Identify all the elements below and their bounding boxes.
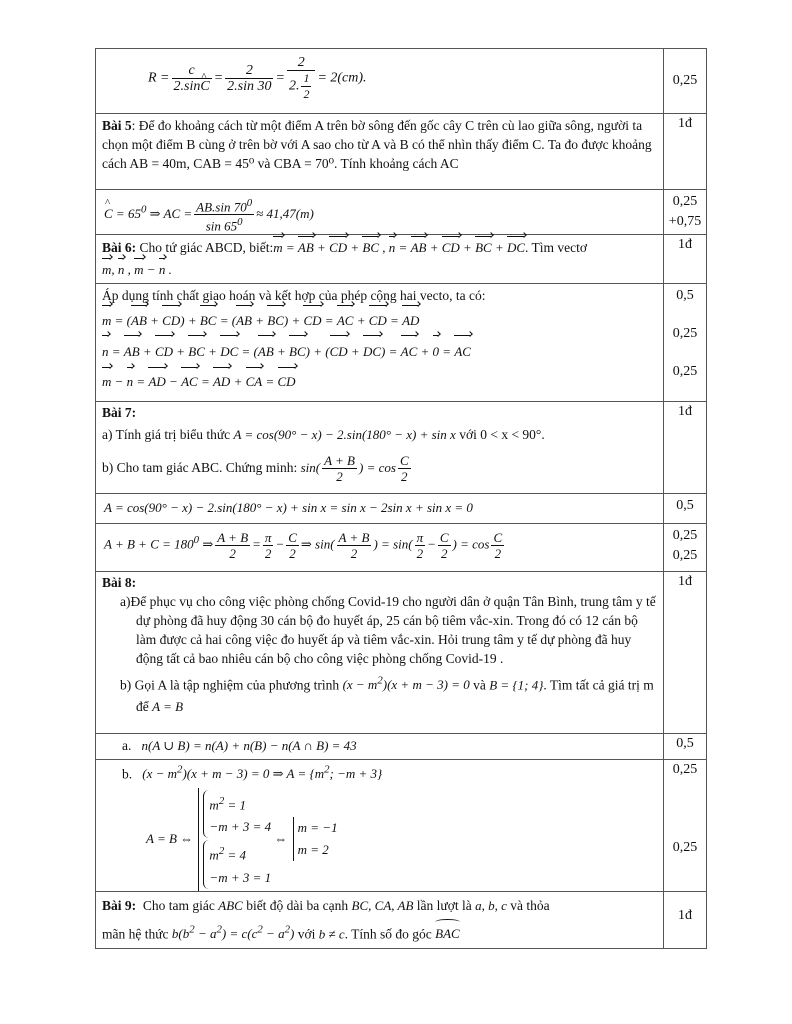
row-bai8a bbox=[96, 733, 707, 759]
row-bai7-solution2 bbox=[96, 523, 707, 571]
bai9-title: Bài 9: bbox=[102, 897, 137, 913]
score-bai7-solution1: 0,5 bbox=[664, 493, 707, 523]
row-bai7-solution1 bbox=[96, 493, 707, 523]
bai9-t7: . Tính số đo góc bbox=[344, 925, 432, 941]
row-bai8b bbox=[96, 759, 707, 891]
bai5-title: Bài 5 bbox=[102, 118, 132, 133]
row-bai9 bbox=[96, 891, 707, 948]
score-bai8a: 0,5 bbox=[664, 733, 707, 759]
bai7-a-cond: với 0 < x < 90°. bbox=[459, 426, 545, 442]
bai5-solution: ^ $C = 65^0$ ⇒ AC = $\frac{AB.\sin 70^0}{\sin 65^0}$ ≈ 41,47(m) bbox=[96, 190, 664, 235]
bai8-b2: và bbox=[473, 676, 486, 692]
bai7-title: Bài 7: bbox=[102, 404, 137, 420]
score-bai5: 1đ bbox=[664, 114, 707, 190]
score-bai7: 1đ bbox=[664, 401, 707, 493]
row-radius bbox=[96, 49, 707, 114]
bai8b-label: b. bbox=[122, 765, 133, 781]
score-bai7-solution2: 0,25 0,25 bbox=[664, 523, 707, 571]
row-bai7 bbox=[96, 401, 707, 493]
score-r0: 0,25 bbox=[664, 49, 707, 114]
bai7-solution1: A = cos(90° − x) − 2.sin(180° − x) + sin x = sin x − 2sin x + sin x = 0 bbox=[96, 493, 664, 523]
bai9-t1: Cho tam giác bbox=[142, 897, 215, 913]
bai6-title: Bài 6: bbox=[102, 239, 137, 255]
row-bai5 bbox=[96, 114, 707, 190]
score-bai9: 1đ bbox=[664, 891, 707, 948]
bai6-intro: Áp dụng tính chất giao hoán và kết hợp của phép cộng hai vecto, ta có: bbox=[102, 287, 486, 303]
bai8-b3: . Tìm tất cả giá trị m để bbox=[136, 676, 654, 714]
bai5-text: : Để đo khoảng cách từ một điểm A trên bờ sông đến gốc cây C trên cù lao giữa sông, người ta chọn một điểm B cùng ở trên bờ với A sao cho từ A và B có thể nhìn thấy điểm C. Ta đo được khoảng cách AB = 40m, CAB = 45⁰ và CBA = 70⁰. Tính khoảng cách AC bbox=[102, 118, 652, 171]
bai7-a: a) Tính giá trị biểu thức bbox=[102, 426, 231, 442]
score-bai8: 1đ bbox=[664, 571, 707, 733]
bai9-t2: biết độ dài ba cạnh bbox=[246, 897, 349, 913]
bai7-question: Bài 7: a) Tính giá trị biểu thức A = cos(90° − x) − 2.sin(180° − x) + sin x với 0 < x < 90°. b) Cho tam giác ABC. Chứng minh: sin( $\frac{A + B}{2}$ ) = cos $\frac{C}{2}$ bbox=[96, 401, 664, 493]
bai8-question: Bài 8: a)Để phục vụ cho công việc phòng chống Covid-19 cho người dân ở quận Tân Bình, trung tâm y tế dự phòng đã huy động 30 cán bộ đo huyết áp, 25 cán bộ tiêm vắc-xin. Trong đó có 12 cán bộ làm được cả hai công việc đo huyết áp và tiêm vắc-xin. Hỏi trung tâm y tế dự phòng đã huy động tất cả bao nhiêu cán bộ cho công việc phòng chống Covid-19 . b) Gọi A là tập nghiệm của phương trình $(x - m^2)(x + m - 3) = 0$ và B = {1; 4}. Tìm tất cả giá trị m để A = B bbox=[96, 571, 664, 733]
bai8-b1: Gọi A là tập nghiệm của phương trình bbox=[134, 676, 340, 692]
bai8-title: Bài 8: bbox=[102, 574, 137, 590]
bai8b-solution: b. $(x - m^2)(x + m - 3) = 0$ ⇒ $A = \{m^2$; −m + 3} A = B ⇔ $m^2 = 1$ −m + 3 = 4 $m^2 = 4$ −m + 3 = 1 ⇔ m = −1 m = 2 bbox=[96, 759, 664, 891]
bai8-b-label: b) bbox=[120, 676, 132, 692]
bai7-b: b) Cho tam giác ABC. Chứng minh: bbox=[102, 459, 298, 475]
bai9-t6: với bbox=[297, 925, 316, 941]
bai6-text: Cho tứ giác ABCD, biết: bbox=[136, 239, 274, 255]
bai9-question: Bài 9: Cho tam giác ABC biết độ dài ba cạnh BC, CA, AB lần lượt là a, b, c và thỏa mãn hệ thức $b(b^2 - a^2) = c(c^2 - a^2)$ với b ≠ c. Tính số đo góc BAC bbox=[96, 891, 664, 948]
bai8-a-label: a) bbox=[120, 593, 131, 609]
bai7-solution2: $A + B + C = 180^0$ ⇒ $\frac{A + B}{2}$ = $\frac{\pi}{2}$ − $\frac{C}{2}$ ⇒ sin( $\frac{A + B}{2}$ ) = sin( $\frac{\pi}{2}$ − $\frac{C}{2}$ ) = cos $\frac{C}{2}$ bbox=[96, 523, 664, 571]
bai5-result: ≈ 41,47(m) bbox=[256, 205, 314, 221]
bai9-t3: lần lượt là bbox=[416, 897, 472, 913]
bai8a-solution: a. n(A ∪ B) = n(A) + n(B) − n(A ∩ B) = 43 bbox=[96, 733, 664, 759]
bai8-a: Để phục vụ cho công việc phòng chống Covid-19 cho người dân ở quận Tân Bình, trung tâm y tế dự phòng đã huy động 30 cán bộ đo huyết áp, 25 cán bộ tiêm vắc-xin. Trong đó có 12 cán bộ làm được cả hai công việc đo huyết áp và tiêm vắc-xin. Hỏi trung tâm y tế dự phòng đã huy động tất cả bao nhiêu cán bộ cho công việc phòng chống Covid-19 . bbox=[130, 593, 656, 666]
bai9-t5: mãn hệ thức bbox=[102, 925, 169, 941]
radius-formula: R = $\frac{c}{2.\sin\^{} C}$ = $\frac{2}{2.\sin 30}$ = 2 2. $\frac{1}{2}$ = 2(cm). bbox=[96, 49, 664, 114]
score-bai8b: 0,25 0,25 bbox=[664, 759, 707, 891]
row-bai6 bbox=[96, 234, 707, 283]
bai6-solution: Áp dụng tính chất giao hoán và kết hợp của phép cộng hai vecto, ta có: m = (AB + CD) + BC = (AB + BC) + CD = AC + CD = AD n = AB + CD + BC + DC = (AB + BC) + (CD + DC) = AC + 0 = AC m − n = AD − AC = AD + CA = CD bbox=[96, 283, 664, 401]
answer-table bbox=[95, 48, 707, 949]
bai9-t4: và thỏa bbox=[510, 897, 550, 913]
score-bai6: 1đ bbox=[664, 234, 707, 283]
score-bai5-solution: 0,25 +0,75 bbox=[664, 190, 707, 235]
bai6-question: Bài 6: Cho tứ giác ABCD, biết:m = AB + CD + BC , n = AB + CD + BC + DC. Tìm vectơ m, n , m − n . bbox=[96, 234, 664, 283]
bai8a-label: a. bbox=[122, 737, 132, 753]
row-bai6-solution bbox=[96, 283, 707, 401]
row-bai8 bbox=[96, 571, 707, 733]
bai6-text2: . Tìm vectơ bbox=[525, 239, 588, 255]
row-bai5-solution bbox=[96, 190, 707, 235]
score-bai6-solution: 0,5 0,25 0,25 bbox=[664, 283, 707, 401]
bai5-question bbox=[96, 114, 664, 190]
